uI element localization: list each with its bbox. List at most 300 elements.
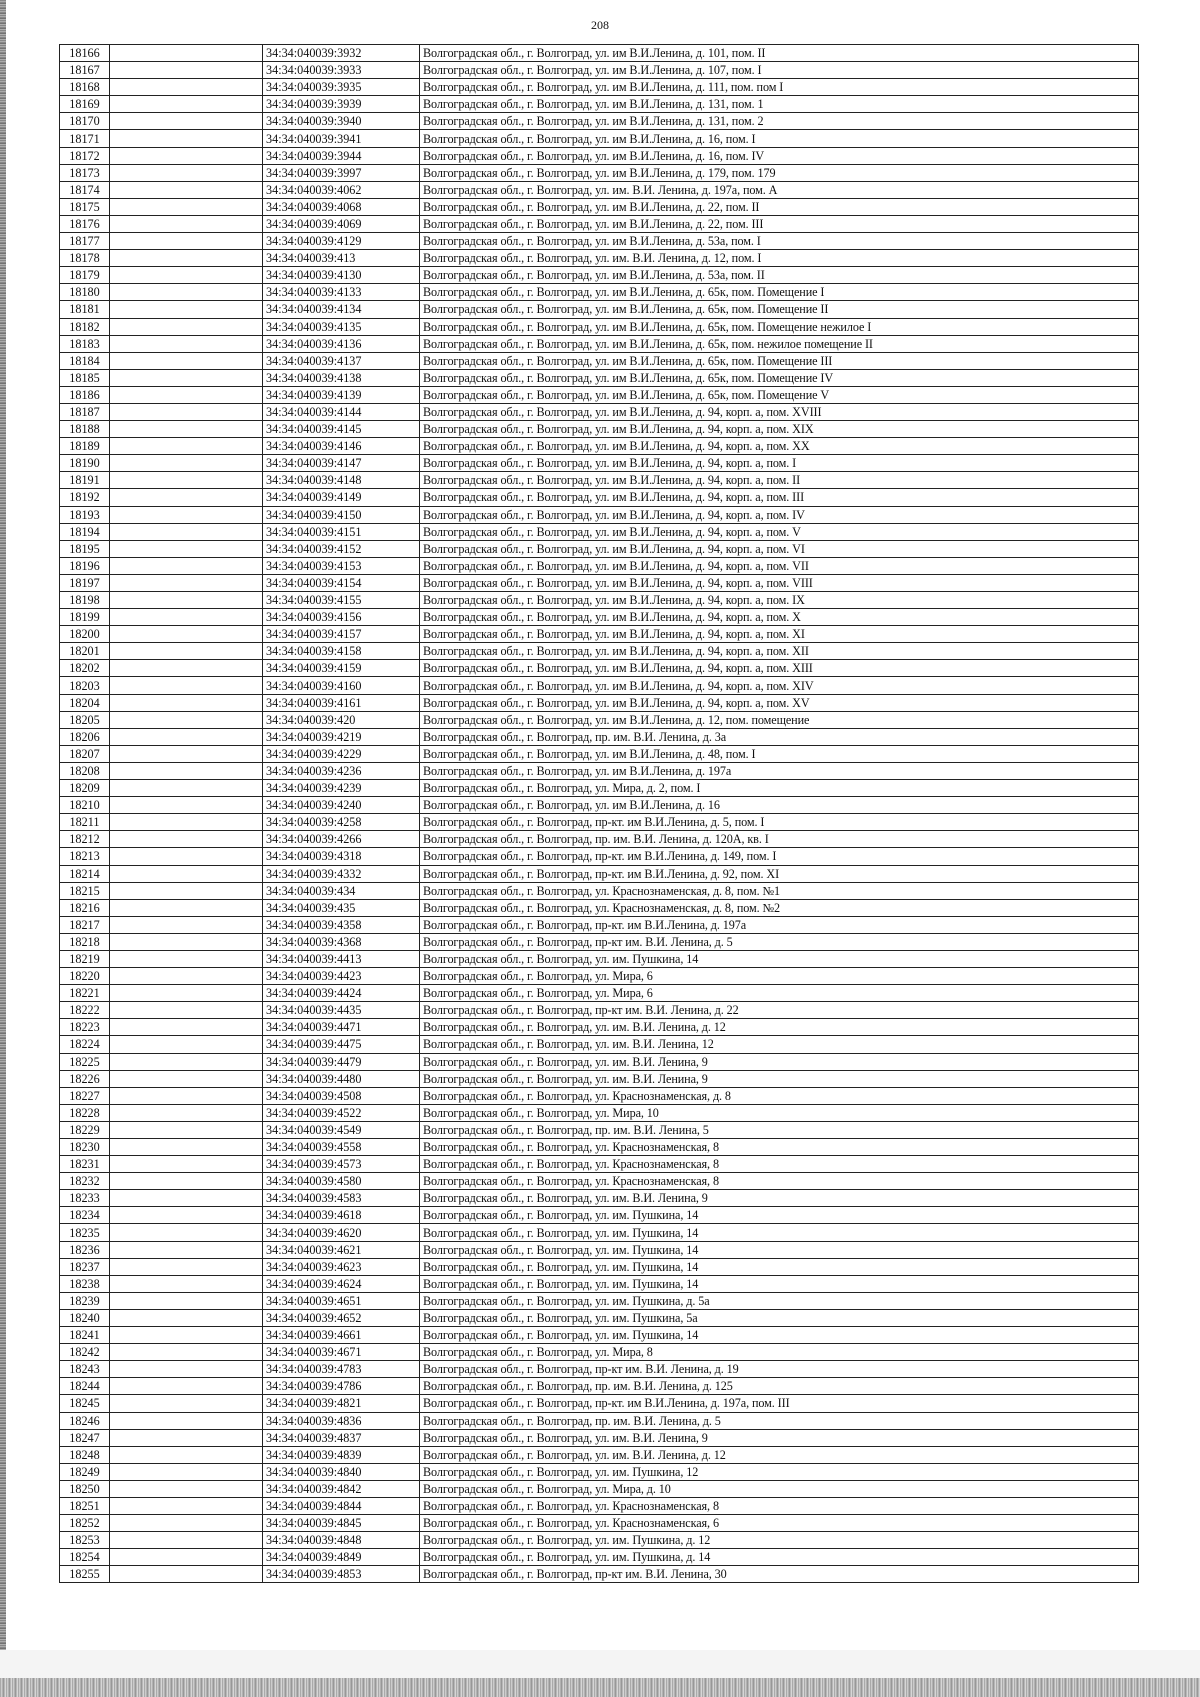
address: Волгоградская обл., г. Волгоград, пр. им. В.И. Ленина, д. 3а — [420, 728, 1139, 745]
table-row — [60, 1036, 1139, 1053]
row-number: 18212 — [60, 831, 110, 848]
cadastral-number: 34:34:040039:4239 — [263, 780, 420, 797]
empty-cell — [110, 1121, 263, 1138]
cadastral-number: 34:34:040039:3997 — [263, 164, 420, 181]
cadastral-number: 34:34:040039:4148 — [263, 472, 420, 489]
table-row — [60, 1497, 1139, 1514]
empty-cell — [110, 215, 263, 232]
address: Волгоградская обл., г. Волгоград, ул. Краснознаменская, д. 8 — [420, 1087, 1139, 1104]
cadastral-number: 34:34:040039:4671 — [263, 1344, 420, 1361]
row-number: 18186 — [60, 386, 110, 403]
row-number: 18181 — [60, 301, 110, 318]
empty-cell — [110, 1087, 263, 1104]
empty-cell — [110, 660, 263, 677]
table-row — [60, 1549, 1139, 1566]
address: Волгоградская обл., г. Волгоград, ул. им В.И.Ленина, д. 16 — [420, 797, 1139, 814]
row-number: 18225 — [60, 1053, 110, 1070]
table-row — [60, 1566, 1139, 1583]
cadastral-number: 34:34:040039:4130 — [263, 267, 420, 284]
table-row — [60, 882, 1139, 899]
table-row — [60, 557, 1139, 574]
table-row — [60, 848, 1139, 865]
row-number: 18223 — [60, 1019, 110, 1036]
address: Волгоградская обл., г. Волгоград, ул. им В.И.Ленина, д. 94, корп. а, пом. XI — [420, 626, 1139, 643]
empty-cell — [110, 1395, 263, 1412]
table-row — [60, 1139, 1139, 1156]
row-number: 18205 — [60, 711, 110, 728]
cadastral-number: 34:34:040039:3933 — [263, 62, 420, 79]
row-number: 18220 — [60, 968, 110, 985]
row-number: 18171 — [60, 130, 110, 147]
address: Волгоградская обл., г. Волгоград, ул. Краснознаменская, 8 — [420, 1173, 1139, 1190]
address: Волгоградская обл., г. Волгоград, ул. им. Пушкина, 12 — [420, 1463, 1139, 1480]
table-row — [60, 626, 1139, 643]
table-row — [60, 421, 1139, 438]
row-number: 18177 — [60, 233, 110, 250]
address: Волгоградская обл., г. Волгоград, ул. им. В.И. Ленина, д. 12 — [420, 1446, 1139, 1463]
cadastral-number: 34:34:040039:4229 — [263, 745, 420, 762]
address: Волгоградская обл., г. Волгоград, ул. Краснознаменская, 8 — [420, 1497, 1139, 1514]
cadastral-number: 34:34:040039:4580 — [263, 1173, 420, 1190]
table-row — [60, 79, 1139, 96]
cadastral-number: 34:34:040039:4845 — [263, 1515, 420, 1532]
table-row — [60, 215, 1139, 232]
empty-cell — [110, 403, 263, 420]
table-row — [60, 1361, 1139, 1378]
address: Волгоградская обл., г. Волгоград, ул. им В.И.Ленина, д. 94, корп. а, пом. VII — [420, 557, 1139, 574]
row-number: 18190 — [60, 455, 110, 472]
address: Волгоградская обл., г. Волгоград, ул. им В.И.Ленина, д. 94, корп. а, пом. XII — [420, 643, 1139, 660]
empty-cell — [110, 369, 263, 386]
row-number: 18192 — [60, 489, 110, 506]
empty-cell — [110, 728, 263, 745]
cadastral-number: 34:34:040039:4423 — [263, 968, 420, 985]
address: Волгоградская обл., г. Волгоград, ул. Мира, 6 — [420, 968, 1139, 985]
empty-cell — [110, 523, 263, 540]
empty-cell — [110, 1258, 263, 1275]
cadastral-number: 34:34:040039:3941 — [263, 130, 420, 147]
cadastral-number: 34:34:040039:3939 — [263, 96, 420, 113]
empty-cell — [110, 352, 263, 369]
row-number: 18219 — [60, 950, 110, 967]
table-row — [60, 250, 1139, 267]
address: Волгоградская обл., г. Волгоград, ул. им. В.И. Ленина, 9 — [420, 1070, 1139, 1087]
cadastral-number: 34:34:040039:4136 — [263, 335, 420, 352]
table-row — [60, 96, 1139, 113]
cadastral-number: 34:34:040039:4318 — [263, 848, 420, 865]
empty-cell — [110, 1207, 263, 1224]
empty-cell — [110, 1497, 263, 1514]
cadastral-number: 34:34:040039:4573 — [263, 1156, 420, 1173]
address: Волгоградская обл., г. Волгоград, ул. Краснознаменская, д. 8, пом. №2 — [420, 899, 1139, 916]
row-number: 18239 — [60, 1292, 110, 1309]
address: Волгоградская обл., г. Волгоград, пр-кт. им В.И.Ленина, д. 149, пом. I — [420, 848, 1139, 865]
address: Волгоградская обл., г. Волгоград, ул. им В.И.Ленина, д. 94, корп. а, пом. IX — [420, 592, 1139, 609]
table-row — [60, 198, 1139, 215]
cadastral-number: 34:34:040039:4145 — [263, 421, 420, 438]
row-number: 18227 — [60, 1087, 110, 1104]
cadastral-number: 34:34:040039:4161 — [263, 694, 420, 711]
cadastral-number: 34:34:040039:4266 — [263, 831, 420, 848]
row-number: 18201 — [60, 643, 110, 660]
empty-cell — [110, 45, 263, 62]
table-row — [60, 1327, 1139, 1344]
table-row — [60, 1480, 1139, 1497]
table-row — [60, 814, 1139, 831]
cadastral-number: 34:34:040039:3944 — [263, 147, 420, 164]
address: Волгоградская обл., г. Волгоград, ул. им В.И.Ленина, д. 179, пом. 179 — [420, 164, 1139, 181]
cadastral-number: 34:34:040039:4618 — [263, 1207, 420, 1224]
cadastral-number: 34:34:040039:4146 — [263, 438, 420, 455]
cadastral-number: 34:34:040039:4258 — [263, 814, 420, 831]
row-number: 18245 — [60, 1395, 110, 1412]
row-number: 18214 — [60, 865, 110, 882]
empty-cell — [110, 1104, 263, 1121]
row-number: 18189 — [60, 438, 110, 455]
row-number: 18206 — [60, 728, 110, 745]
row-number: 18198 — [60, 592, 110, 609]
table-row — [60, 609, 1139, 626]
table-row — [60, 865, 1139, 882]
table-row — [60, 506, 1139, 523]
row-number: 18243 — [60, 1361, 110, 1378]
empty-cell — [110, 318, 263, 335]
empty-cell — [110, 694, 263, 711]
address: Волгоградская обл., г. Волгоград, ул. им В.И.Ленина, д. 94, корп. а, пом. XVIII — [420, 403, 1139, 420]
row-number: 18176 — [60, 215, 110, 232]
cadastral-number: 34:34:040039:4062 — [263, 181, 420, 198]
address: Волгоградская обл., г. Волгоград, ул. им В.И.Ленина, д. 53а, пом. II — [420, 267, 1139, 284]
address: Волгоградская обл., г. Волгоград, ул. им. Пушкина, д. 14 — [420, 1549, 1139, 1566]
table-row — [60, 711, 1139, 728]
address: Волгоградская обл., г. Волгоград, ул. им В.И.Ленина, д. 94, корп. а, пом. XIX — [420, 421, 1139, 438]
row-number: 18218 — [60, 933, 110, 950]
cadastral-number: 34:34:040039:4620 — [263, 1224, 420, 1241]
address: Волгоградская обл., г. Волгоград, ул. им. Пушкина, 14 — [420, 1327, 1139, 1344]
empty-cell — [110, 1275, 263, 1292]
row-number: 18251 — [60, 1497, 110, 1514]
cadastral-number: 34:34:040039:4480 — [263, 1070, 420, 1087]
empty-cell — [110, 1344, 263, 1361]
cadastral-number: 34:34:040039:4138 — [263, 369, 420, 386]
table-row — [60, 540, 1139, 557]
row-number: 18197 — [60, 574, 110, 591]
scan-edge-bottom — [0, 1650, 1200, 1697]
empty-cell — [110, 1480, 263, 1497]
table-row — [60, 45, 1139, 62]
address: Волгоградская обл., г. Волгоград, ул. им. Пушкина, 14 — [420, 1207, 1139, 1224]
table-row — [60, 950, 1139, 967]
address: Волгоградская обл., г. Волгоград, ул. им В.И.Ленина, д. 131, пом. 2 — [420, 113, 1139, 130]
address: Волгоградская обл., г. Волгоград, ул. им В.И.Ленина, д. 12, пом. помещение — [420, 711, 1139, 728]
row-number: 18168 — [60, 79, 110, 96]
address: Волгоградская обл., г. Волгоград, ул. им. Пушкина, 14 — [420, 950, 1139, 967]
table-row — [60, 1258, 1139, 1275]
empty-cell — [110, 762, 263, 779]
address: Волгоградская обл., г. Волгоград, ул. им В.И.Ленина, д. 16, пом. I — [420, 130, 1139, 147]
row-number: 18229 — [60, 1121, 110, 1138]
empty-cell — [110, 1515, 263, 1532]
empty-cell — [110, 250, 263, 267]
cadastral-number: 34:34:040039:4150 — [263, 506, 420, 523]
row-number: 18187 — [60, 403, 110, 420]
address: Волгоградская обл., г. Волгоград, ул. им. Пушкина, д. 5а — [420, 1292, 1139, 1309]
address: Волгоградская обл., г. Волгоград, ул. им В.И.Ленина, д. 65к, пом. Помещение нежилое I — [420, 318, 1139, 335]
row-number: 18193 — [60, 506, 110, 523]
table-row — [60, 438, 1139, 455]
empty-cell — [110, 711, 263, 728]
address: Волгоградская обл., г. Волгоград, ул. им В.И.Ленина, д. 94, корп. а, пом. XV — [420, 694, 1139, 711]
address: Волгоградская обл., г. Волгоград, ул. им В.И.Ленина, д. 101, пом. II — [420, 45, 1139, 62]
table-row — [60, 1104, 1139, 1121]
table-row — [60, 489, 1139, 506]
address: Волгоградская обл., г. Волгоград, ул. им В.И.Ленина, д. 94, корп. а, пом. VI — [420, 540, 1139, 557]
cadastral-number: 34:34:040039:4135 — [263, 318, 420, 335]
empty-cell — [110, 950, 263, 967]
address: Волгоградская обл., г. Волгоград, ул. им В.И.Ленина, д. 16, пом. IV — [420, 147, 1139, 164]
address: Волгоградская обл., г. Волгоград, ул. им В.И.Ленина, д. 94, корп. а, пом. IV — [420, 506, 1139, 523]
empty-cell — [110, 438, 263, 455]
row-number: 18167 — [60, 62, 110, 79]
table-row — [60, 403, 1139, 420]
empty-cell — [110, 96, 263, 113]
row-number: 18255 — [60, 1566, 110, 1583]
table-row — [60, 677, 1139, 694]
cadastral-number: 34:34:040039:4129 — [263, 233, 420, 250]
cadastral-number: 34:34:040039:4651 — [263, 1292, 420, 1309]
table-row — [60, 643, 1139, 660]
table-row — [60, 694, 1139, 711]
cadastral-number: 34:34:040039:4842 — [263, 1480, 420, 1497]
empty-cell — [110, 1532, 263, 1549]
row-number: 18210 — [60, 797, 110, 814]
table-row — [60, 1395, 1139, 1412]
table-row — [60, 762, 1139, 779]
row-number: 18247 — [60, 1429, 110, 1446]
address: Волгоградская обл., г. Волгоград, ул. Краснознаменская, 8 — [420, 1156, 1139, 1173]
row-number: 18188 — [60, 421, 110, 438]
row-number: 18236 — [60, 1241, 110, 1258]
address: Волгоградская обл., г. Волгоград, пр-кт им. В.И. Ленина, д. 5 — [420, 933, 1139, 950]
row-number: 18241 — [60, 1327, 110, 1344]
cadastral-number: 34:34:040039:4068 — [263, 198, 420, 215]
table-row — [60, 1378, 1139, 1395]
address: Волгоградская обл., г. Волгоград, пр-кт им. В.И. Ленина, д. 19 — [420, 1361, 1139, 1378]
cadastral-number: 34:34:040039:4149 — [263, 489, 420, 506]
table-row — [60, 899, 1139, 916]
empty-cell — [110, 79, 263, 96]
cadastral-number: 34:34:040039:4508 — [263, 1087, 420, 1104]
empty-cell — [110, 814, 263, 831]
table-row — [60, 968, 1139, 985]
table-row — [60, 797, 1139, 814]
row-number: 18169 — [60, 96, 110, 113]
row-number: 18231 — [60, 1156, 110, 1173]
empty-cell — [110, 421, 263, 438]
row-number: 18211 — [60, 814, 110, 831]
empty-cell — [110, 540, 263, 557]
cadastral-number: 34:34:040039:4853 — [263, 1566, 420, 1583]
cadastral-number: 34:34:040039:4153 — [263, 557, 420, 574]
cadastral-number: 34:34:040039:435 — [263, 899, 420, 916]
table-row — [60, 574, 1139, 591]
address: Волгоградская обл., г. Волгоград, ул. Мира, 8 — [420, 1344, 1139, 1361]
table-row — [60, 335, 1139, 352]
row-number: 18191 — [60, 472, 110, 489]
table-row — [60, 472, 1139, 489]
cadastral-number: 34:34:040039:4144 — [263, 403, 420, 420]
empty-cell — [110, 1327, 263, 1344]
cadastral-number: 34:34:040039:4837 — [263, 1429, 420, 1446]
address: Волгоградская обл., г. Волгоград, ул. им. Пушкина, 14 — [420, 1275, 1139, 1292]
empty-cell — [110, 848, 263, 865]
cadastral-number: 34:34:040039:4839 — [263, 1446, 420, 1463]
cadastral-number: 34:34:040039:4151 — [263, 523, 420, 540]
cadastral-number: 34:34:040039:4159 — [263, 660, 420, 677]
table-row — [60, 1019, 1139, 1036]
registry-table — [59, 44, 1139, 1583]
row-number: 18238 — [60, 1275, 110, 1292]
empty-cell — [110, 147, 263, 164]
cadastral-number: 34:34:040039:4157 — [263, 626, 420, 643]
cadastral-number: 34:34:040039:4558 — [263, 1139, 420, 1156]
address: Волгоградская обл., г. Волгоград, ул. им. В.И. Ленина, 9 — [420, 1190, 1139, 1207]
table-row — [60, 745, 1139, 762]
table-row — [60, 1309, 1139, 1326]
address: Волгоградская обл., г. Волгоград, ул. им. Пушкина, 14 — [420, 1241, 1139, 1258]
cadastral-number: 34:34:040039:4621 — [263, 1241, 420, 1258]
table-row — [60, 1190, 1139, 1207]
empty-cell — [110, 1224, 263, 1241]
empty-cell — [110, 506, 263, 523]
table-row — [60, 523, 1139, 540]
empty-cell — [110, 1019, 263, 1036]
cadastral-number: 34:34:040039:4652 — [263, 1309, 420, 1326]
row-number: 18166 — [60, 45, 110, 62]
empty-cell — [110, 780, 263, 797]
empty-cell — [110, 865, 263, 882]
row-number: 18252 — [60, 1515, 110, 1532]
cadastral-number: 34:34:040039:4624 — [263, 1275, 420, 1292]
table-row — [60, 1070, 1139, 1087]
address: Волгоградская обл., г. Волгоград, ул. им. Пушкина, д. 12 — [420, 1532, 1139, 1549]
empty-cell — [110, 386, 263, 403]
address: Волгоградская обл., г. Волгоград, ул. им. В.И. Ленина, д. 197а, пом. А — [420, 181, 1139, 198]
table-row — [60, 130, 1139, 147]
cadastral-number: 34:34:040039:4840 — [263, 1463, 420, 1480]
empty-cell — [110, 609, 263, 626]
row-number: 18200 — [60, 626, 110, 643]
address: Волгоградская обл., г. Волгоград, ул. им В.И.Ленина, д. 65к, пом. Помещение V — [420, 386, 1139, 403]
empty-cell — [110, 181, 263, 198]
cadastral-number: 34:34:040039:4475 — [263, 1036, 420, 1053]
address: Волгоградская обл., г. Волгоград, ул. им В.И.Ленина, д. 48, пом. I — [420, 745, 1139, 762]
empty-cell — [110, 1002, 263, 1019]
table-row — [60, 267, 1139, 284]
table-row — [60, 1156, 1139, 1173]
address: Волгоградская обл., г. Волгоград, ул. им В.И.Ленина, д. 111, пом. пом I — [420, 79, 1139, 96]
empty-cell — [110, 1412, 263, 1429]
cadastral-number: 34:34:040039:413 — [263, 250, 420, 267]
table-row — [60, 1463, 1139, 1480]
row-number: 18173 — [60, 164, 110, 181]
address: Волгоградская обл., г. Волгоград, пр. им. В.И. Ленина, д. 120А, кв. I — [420, 831, 1139, 848]
cadastral-number: 34:34:040039:4783 — [263, 1361, 420, 1378]
cadastral-number: 34:34:040039:4147 — [263, 455, 420, 472]
address: Волгоградская обл., г. Волгоград, ул. им В.И.Ленина, д. 65к, пом. нежилое помещение II — [420, 335, 1139, 352]
address: Волгоградская обл., г. Волгоград, пр-кт. им В.И.Ленина, д. 197а — [420, 916, 1139, 933]
address: Волгоградская обл., г. Волгоград, ул. им В.И.Ленина, д. 94, корп. а, пом. III — [420, 489, 1139, 506]
row-number: 18213 — [60, 848, 110, 865]
row-number: 18250 — [60, 1480, 110, 1497]
cadastral-number: 34:34:040039:4583 — [263, 1190, 420, 1207]
address: Волгоградская обл., г. Волгоград, пр. им. В.И. Ленина, 5 — [420, 1121, 1139, 1138]
table-row — [60, 62, 1139, 79]
row-number: 18209 — [60, 780, 110, 797]
row-number: 18180 — [60, 284, 110, 301]
cadastral-number: 34:34:040039:4424 — [263, 985, 420, 1002]
address: Волгоградская обл., г. Волгоград, ул. им В.И.Ленина, д. 22, пом. II — [420, 198, 1139, 215]
row-number: 18203 — [60, 677, 110, 694]
row-number: 18179 — [60, 267, 110, 284]
cadastral-number: 34:34:040039:4156 — [263, 609, 420, 626]
table-row — [60, 1173, 1139, 1190]
cadastral-number: 34:34:040039:4623 — [263, 1258, 420, 1275]
address: Волгоградская обл., г. Волгоград, ул. Мира, д. 2, пом. I — [420, 780, 1139, 797]
table-row — [60, 780, 1139, 797]
table-row — [60, 1207, 1139, 1224]
address: Волгоградская обл., г. Волгоград, пр-кт. им В.И.Ленина, д. 92, пом. XI — [420, 865, 1139, 882]
empty-cell — [110, 882, 263, 899]
row-number: 18228 — [60, 1104, 110, 1121]
address: Волгоградская обл., г. Волгоград, ул. им В.И.Ленина, д. 94, корп. а, пом. I — [420, 455, 1139, 472]
address: Волгоградская обл., г. Волгоград, пр-кт. им В.И.Ленина, д. 5, пом. I — [420, 814, 1139, 831]
address: Волгоградская обл., г. Волгоград, ул. им. Пушкина, 5а — [420, 1309, 1139, 1326]
table-row — [60, 318, 1139, 335]
empty-cell — [110, 1429, 263, 1446]
address: Волгоградская обл., г. Волгоград, ул. им В.И.Ленина, д. 131, пом. 1 — [420, 96, 1139, 113]
row-number: 18234 — [60, 1207, 110, 1224]
row-number: 18204 — [60, 694, 110, 711]
cadastral-number: 34:34:040039:4155 — [263, 592, 420, 609]
cadastral-number: 34:34:040039:4137 — [263, 352, 420, 369]
empty-cell — [110, 1036, 263, 1053]
row-number: 18240 — [60, 1309, 110, 1326]
row-number: 18230 — [60, 1139, 110, 1156]
table-row — [60, 1429, 1139, 1446]
row-number: 18217 — [60, 916, 110, 933]
cadastral-number: 34:34:040039:4413 — [263, 950, 420, 967]
address: Волгоградская обл., г. Волгоград, ул. им В.И.Ленина, д. 94, корп. а, пом. X — [420, 609, 1139, 626]
address: Волгоградская обл., г. Волгоград, пр. им. В.И. Ленина, д. 125 — [420, 1378, 1139, 1395]
row-number: 18199 — [60, 609, 110, 626]
row-number: 18207 — [60, 745, 110, 762]
cadastral-number: 34:34:040039:4240 — [263, 797, 420, 814]
empty-cell — [110, 62, 263, 79]
empty-cell — [110, 592, 263, 609]
row-number: 18248 — [60, 1446, 110, 1463]
address: Волгоградская обл., г. Волгоград, ул. им В.И.Ленина, д. 94, корп. а, пом. VIII — [420, 574, 1139, 591]
table-row — [60, 1241, 1139, 1258]
empty-cell — [110, 1241, 263, 1258]
empty-cell — [110, 1463, 263, 1480]
address: Волгоградская обл., г. Волгоград, ул. им. В.И. Ленина, д. 12, пом. I — [420, 250, 1139, 267]
cadastral-number: 34:34:040039:434 — [263, 882, 420, 899]
address: Волгоградская обл., г. Волгоград, ул. Мира, 6 — [420, 985, 1139, 1002]
empty-cell — [110, 1156, 263, 1173]
address: Волгоградская обл., г. Волгоград, ул. Краснознаменская, 8 — [420, 1139, 1139, 1156]
table-row — [60, 284, 1139, 301]
